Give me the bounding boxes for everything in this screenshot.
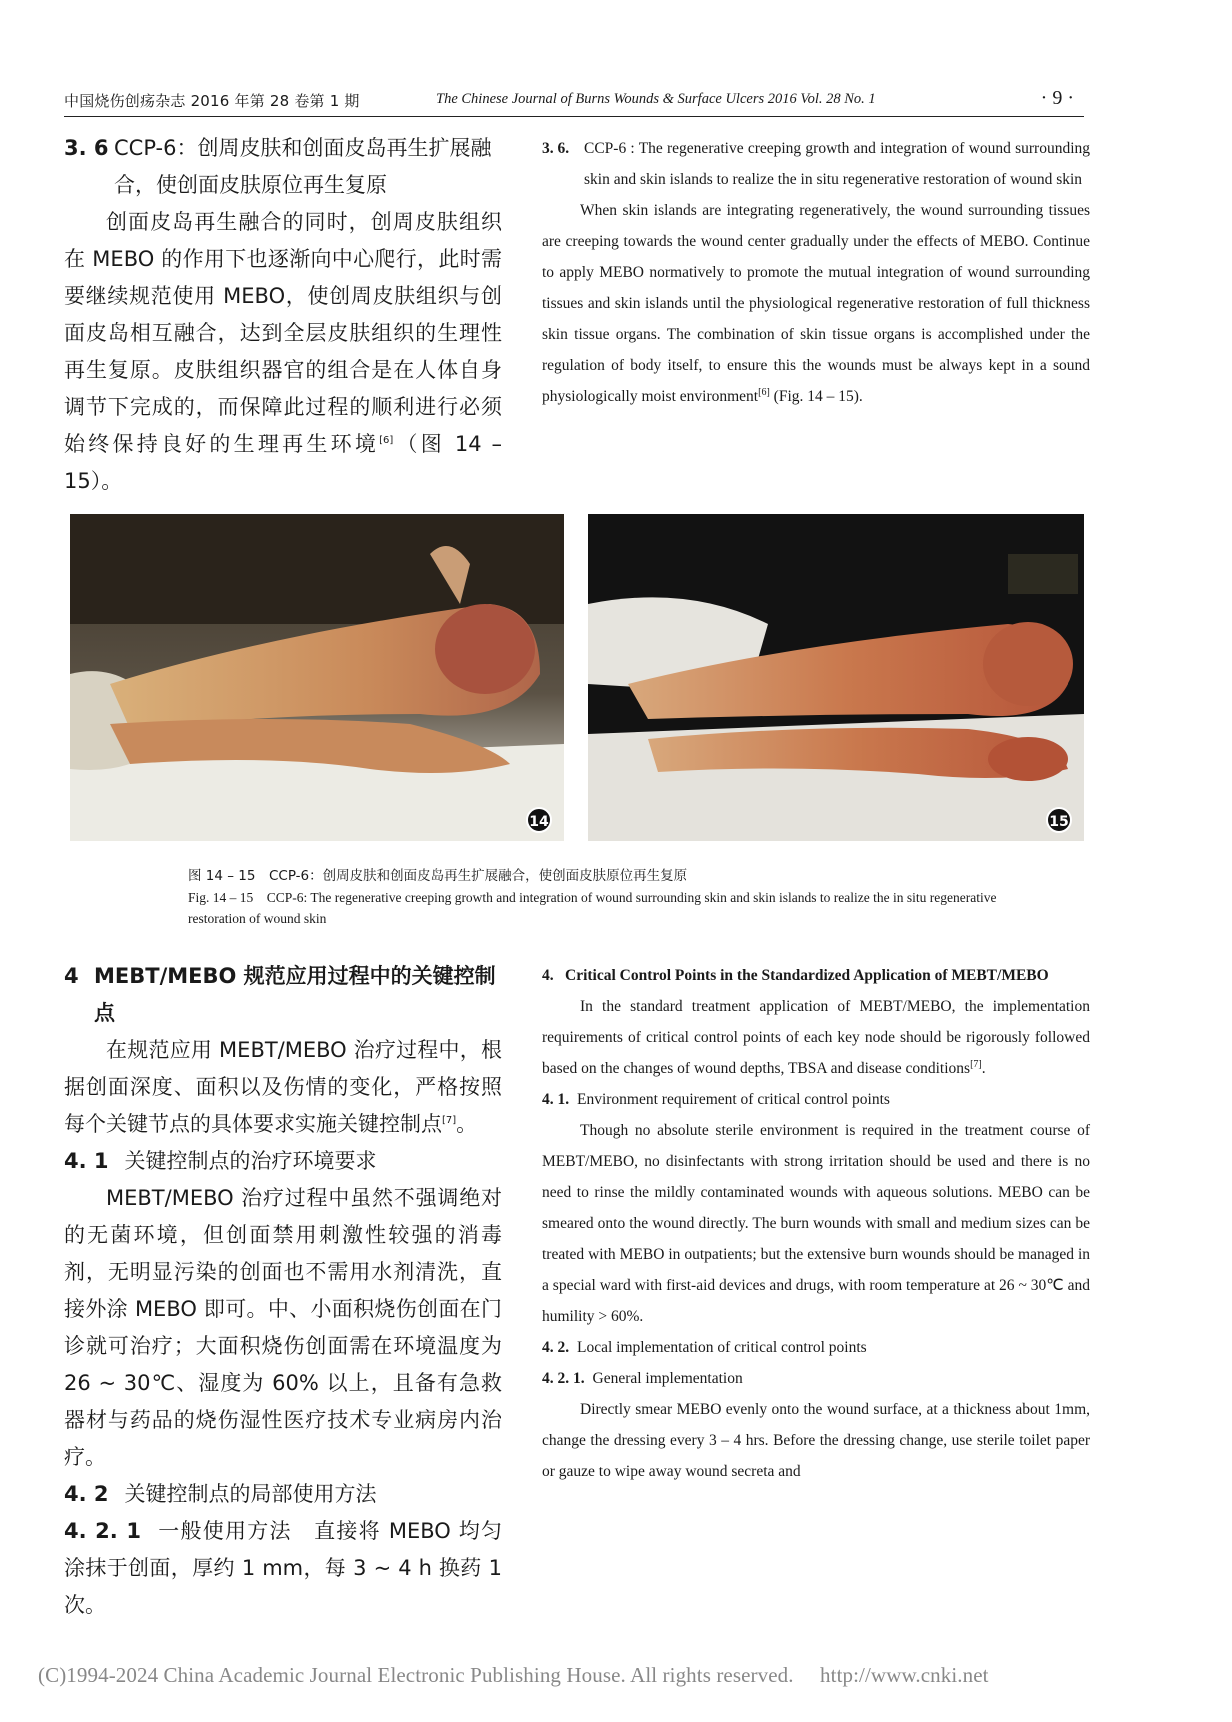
- caption-cn: 图 14 – 15 CCP-6：创周皮肤和创面皮岛再生扩展融合，使创面皮肤原位再生复原: [188, 868, 688, 884]
- section-heading-en: [542, 960, 1090, 991]
- figure-15-image: [588, 514, 1084, 841]
- section-4-cn: [64, 958, 502, 1624]
- citation: [7]: [970, 1058, 982, 1070]
- journal-name-en: The Chinese Journal of Burns Wounds & Surface Ulcers 2016 Vol. 28 No. 1: [436, 91, 876, 107]
- section-heading-en: [542, 133, 1090, 195]
- subsection-number: 4. 2.: [542, 1339, 570, 1356]
- subsection-number: 4. 1.: [542, 1091, 570, 1108]
- paragraph-text: 创面皮岛再生融合的同时，创周皮肤组织在 MEBO 的作用下也逐渐向中心爬行，此时需要继续规范使用 MEBO，使创周皮肤组织与创面皮岛相互融合，达到全层皮肤组织的生理性再生复原。皮肤组织器官的组合是在人体自身调节下完成的，而保障此过程的顺利进行必须始终保持良好的生理再生环境: [64, 210, 502, 456]
- subsection-number: 4. 1: [64, 1149, 109, 1173]
- section-title: CCP-6：创周皮肤和创面皮岛再生扩展融合，使创面皮肤原位再生复原: [114, 136, 492, 197]
- section-title: CCP-6 : The regenerative creeping growth and integration of wound surrounding skin and skin islands to realize the in situ regenerative restoration of wound skin: [584, 140, 1090, 188]
- journal-name-cn: 中国烧伤创疡杂志 2016 年第 28 卷第 1 期: [64, 92, 360, 110]
- paragraph: [64, 204, 502, 500]
- section-number: 4.: [542, 967, 554, 984]
- subsection-title: 关键控制点的局部使用方法: [124, 1482, 377, 1506]
- section-number: 4: [64, 964, 79, 988]
- running-header: [64, 87, 1084, 117]
- caption-en: Fig. 14 – 15 CCP-6: The regenerative creeping growth and integration of wound surrounding skin and skin islands to realize the in situ regenerative restoration of wound skin: [188, 890, 997, 926]
- section-number: 3. 6.: [542, 140, 570, 157]
- figure-caption: [188, 866, 1008, 929]
- paragraph: [542, 195, 1090, 412]
- section-heading-cn: [64, 958, 502, 1032]
- paragraph-tail: (Fig. 14 – 15).: [769, 388, 863, 405]
- figure-14-image: [70, 514, 564, 841]
- figure-15-photo: [588, 514, 1084, 841]
- paragraph: MEBT/MEBO 治疗过程中虽然不强调绝对的无菌环境，但创面禁用刺激性较强的消毒剂，无明显污染的创面也不需用水剂清洗，直接外涂 MEBO 即可。中、小面积烧伤创面在门诊就可治疗；大面积烧伤创面需在环境温度为 26 ~ 30℃、湿度为 60% 以上，且备有急救器材与药品的烧伤湿性医疗技术专业病房内治疗。: [64, 1186, 502, 1469]
- page-number: · 9 ·: [1040, 87, 1074, 109]
- paragraph-tail: .: [981, 1060, 986, 1077]
- subsection-title: Environment requirement of critical control points: [577, 1091, 890, 1108]
- copyright-footer: (C)1994-2024 China Academic Journal Electronic Publishing House. All rights reserved. http://www.cnki.net: [38, 1663, 989, 1687]
- subsection-text: 一般使用方法 直接将 MEBO 均匀涂抹于创面，厚约 1 mm，每 3 ~ 4 h 换药 1 次。: [64, 1519, 502, 1617]
- citation: [7]: [442, 1115, 457, 1126]
- section-4-en: [542, 960, 1090, 1487]
- paragraph-tail: （图 14 – 15）。: [64, 432, 503, 493]
- citation: [6]: [379, 435, 394, 446]
- paragraph-text: 在规范应用 MEBT/MEBO 治疗过程中，根据创面深度、面积以及伤情的变化，严格按照每个关键节点的具体要求实施关键控制点: [64, 1038, 502, 1136]
- paragraph-tail: 。: [456, 1112, 478, 1136]
- subsection-heading: [64, 1513, 502, 1624]
- citation: [6]: [758, 386, 770, 398]
- paragraph: Though no absolute sterile environment is required in the treatment course of MEBT/MEBO, no disinfectants with strong irritation should be used and there is no need to rinse the mildly contaminated wounds with aqueous solutions. MEBO can be smeared onto the wound directly. The burn wounds with small and medium sizes can be treated with MEBO in outpatients; but the extensive burn wounds should be managed in a special ward with first-aid devices and drugs, with room temperature at 26 ~ 30℃ and humility > 60%.: [542, 1122, 1090, 1325]
- figure-14-badge: 14: [526, 807, 552, 833]
- section-title: Critical Control Points in the Standardized Application of MEBT/MEBO: [565, 967, 1049, 984]
- paragraph-text: In the standard treatment application of MEBT/MEBO, the implementation requirements of critical control points of each key node should be rigorously followed based on the changes of wound depths, TBSA and disease conditions: [542, 998, 1090, 1077]
- section-heading-cn: [64, 130, 502, 204]
- paragraph: [64, 1032, 502, 1143]
- subsection-heading: [64, 1476, 502, 1513]
- subsection-heading: [64, 1143, 502, 1180]
- subsection-title: Local implementation of critical control points: [577, 1339, 867, 1356]
- subsection-heading: [542, 1363, 1090, 1394]
- paragraph: Directly smear MEBO evenly onto the wound surface, at a thickness about 1mm, change the dressing every 3 – 4 hrs. Before the dressing change, use sterile toilet paper or gauze to wipe away wound secreta and: [542, 1401, 1090, 1480]
- section-3-6-en: [542, 133, 1090, 412]
- subsection-heading: [542, 1084, 1090, 1115]
- section-title: MEBT/MEBO 规范应用过程中的关键控制点: [94, 964, 496, 1025]
- subsection-number: 4. 2. 1: [64, 1519, 141, 1543]
- subsection-title: General implementation: [592, 1370, 743, 1387]
- subsection-heading: [542, 1332, 1090, 1363]
- figure-15-badge: 15: [1046, 807, 1072, 833]
- paragraph: [542, 991, 1090, 1084]
- paragraph-text: When skin islands are integrating regeneratively, the wound surrounding tissues are creeping towards the wound center gradually under the effects of MEBO. Continue to apply MEBO normatively to promote the mutual integration of wound surrounding tissues and skin islands until the physiological regenerative restoration of full thickness skin tissue organs. The combination of skin tissue organs is accomplished under the regulation of body itself, to ensure this the wounds must be always kept in a sound physiologically moist environment: [542, 202, 1090, 405]
- subsection-number: 4. 2: [64, 1482, 109, 1506]
- figure-14-photo: [70, 514, 564, 841]
- subsection-number: 4. 2. 1.: [542, 1370, 585, 1387]
- subsection-title: 关键控制点的治疗环境要求: [124, 1149, 377, 1173]
- section-3-6-cn: [64, 130, 502, 500]
- section-number: 3. 6: [64, 136, 109, 160]
